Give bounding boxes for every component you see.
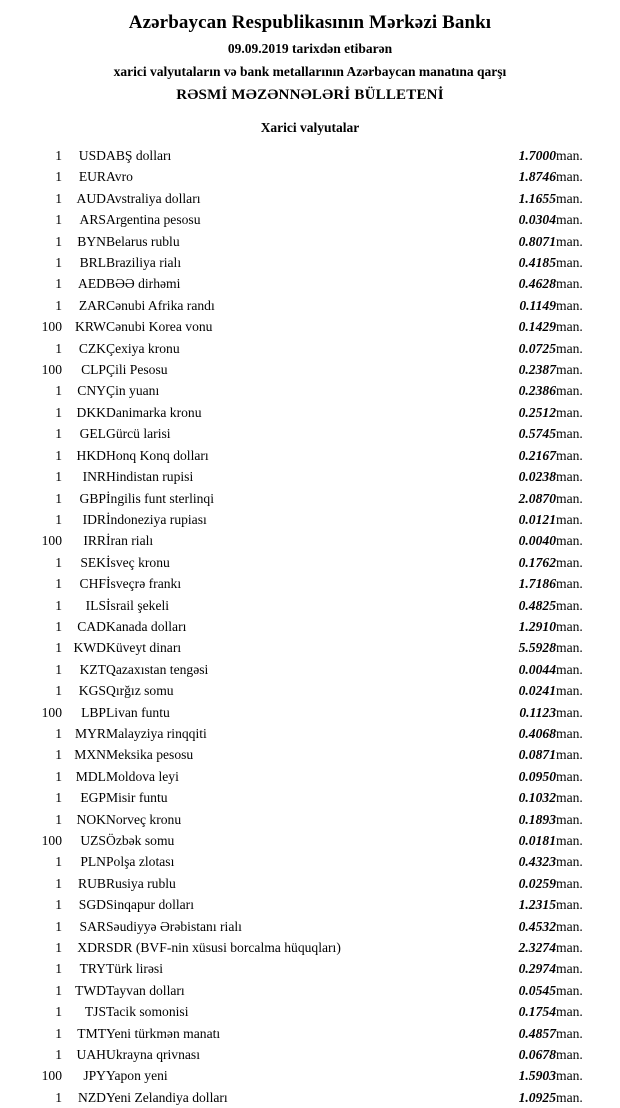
currency-code: KRW: [75, 319, 106, 335]
currency-code: NZD: [78, 1089, 106, 1105]
currency-units: 1: [55, 854, 62, 870]
currency-unit-label: man.: [556, 169, 583, 185]
currency-units: 1: [55, 404, 62, 420]
currency-rate: 0.4825: [518, 597, 556, 613]
currency-name: Yeni Zelandiya dolları: [106, 1089, 228, 1105]
currency-unit-label: man.: [556, 1089, 583, 1105]
currency-name: Kanada dolları: [106, 618, 187, 634]
table-row: [20, 809, 600, 830]
table-row: [20, 616, 600, 637]
currency-units: 1: [55, 469, 62, 485]
table-row: [20, 916, 600, 937]
currency-name: Türk lirəsi: [106, 961, 164, 977]
currency-code: HKD: [76, 447, 106, 463]
currency-rate: 0.1123: [519, 704, 556, 720]
currency-units: 1: [55, 982, 62, 998]
table-row: [20, 766, 600, 787]
table-row: [20, 659, 600, 680]
currency-name: Ukrayna qrivnası: [106, 1047, 200, 1063]
table-row: [20, 209, 600, 230]
currency-name: Qırğız somu: [106, 683, 174, 699]
currency-units: 1: [55, 790, 62, 806]
currency-name: ABŞ dolları: [106, 148, 172, 163]
table-row: [20, 680, 600, 701]
currency-code: IDR: [82, 511, 106, 527]
currency-units: 1: [55, 447, 62, 463]
currency-unit-label: man.: [556, 404, 583, 420]
currency-units: 1: [55, 1025, 62, 1041]
table-row: [20, 231, 600, 252]
currency-units: 1: [55, 683, 62, 699]
currency-unit-label: man.: [556, 854, 583, 870]
currency-name: Meksika pesosu: [106, 747, 194, 763]
currency-code: SEK: [80, 554, 106, 570]
currency-units: 1: [55, 490, 62, 506]
currency-name: Gürcü larisi: [106, 426, 171, 442]
currency-units: 1: [55, 1047, 62, 1063]
currency-units: 1: [55, 190, 62, 206]
table-row: [20, 338, 600, 359]
currency-code: EGP: [80, 790, 106, 806]
table-row: [20, 980, 600, 1001]
table-row: [20, 1023, 600, 1044]
currency-units: 1: [55, 725, 62, 741]
currency-name: Hindistan rupisi: [106, 469, 194, 485]
currency-code: UZS: [80, 833, 106, 848]
currency-name: Çili Pesosu: [106, 362, 168, 378]
currency-units: 100: [41, 704, 62, 720]
currency-rate: 0.0121: [518, 511, 556, 527]
currency-name: İran rialı: [106, 533, 154, 549]
currency-code: TMT: [77, 1025, 106, 1041]
currency-unit-label: man.: [556, 319, 583, 335]
currency-units: 1: [55, 768, 62, 784]
currency-rate: 0.1149: [519, 297, 556, 313]
currency-rate: 0.0725: [518, 340, 556, 356]
currency-code: TJS: [84, 1004, 106, 1020]
effective-date-line: [20, 41, 600, 57]
table-row: [20, 359, 600, 380]
document-header: [20, 12, 600, 104]
currency-code: LBP: [81, 704, 106, 720]
currency-name: Belarus rublu: [106, 233, 180, 249]
currency-units: 1: [55, 811, 62, 827]
currency-rate: 0.0040: [518, 533, 556, 549]
currency-name: Honq Konq dolları: [106, 447, 209, 463]
currency-unit-label: man.: [556, 297, 583, 313]
currency-unit-label: man.: [556, 1068, 583, 1084]
currency-unit-label: man.: [556, 811, 583, 827]
currency-unit-label: man.: [556, 790, 583, 806]
currency-units: 1: [55, 212, 62, 228]
currency-units: 1: [55, 340, 62, 356]
currency-unit-label: man.: [556, 469, 583, 485]
currency-code: CAD: [77, 618, 106, 634]
currency-units: 1: [55, 661, 62, 677]
currency-rate: 0.1762: [518, 554, 556, 570]
document-title: RƏSMİ MƏZƏNNƏLƏRİ BÜLLETENİ: [176, 87, 444, 103]
currency-name: Özbək somu: [106, 833, 175, 848]
currency-unit-label: man.: [556, 982, 583, 998]
currency-code: BYN: [77, 233, 106, 249]
currency-name: Yapon yeni: [106, 1068, 168, 1084]
currency-code: UAH: [76, 1047, 106, 1063]
table-row: [20, 723, 600, 744]
currency-units: 100: [41, 1068, 62, 1084]
currency-code: MXN: [74, 747, 106, 763]
currency-code: XDR: [77, 940, 106, 956]
table-row: [20, 552, 600, 573]
currency-name: İngilis funt sterlinqi: [106, 490, 214, 506]
currency-name: İndoneziya rupiası: [106, 511, 207, 527]
currency-name: İsrail şekeli: [106, 597, 170, 613]
currency-code: DKK: [76, 404, 106, 420]
currency-unit-label: man.: [556, 768, 583, 784]
currency-rate: 0.4532: [518, 918, 556, 934]
currency-name: Çexiya kronu: [106, 340, 180, 356]
currency-units: 1: [55, 276, 62, 292]
currency-unit-label: man.: [556, 426, 583, 442]
currency-name: Avstraliya dolları: [106, 190, 201, 206]
table-row: [20, 958, 600, 979]
currency-code: SGD: [78, 897, 106, 913]
currency-rate: 0.4857: [518, 1025, 556, 1041]
table-row: [20, 445, 600, 466]
currency-unit-label: man.: [556, 490, 583, 506]
currency-unit-label: man.: [556, 255, 583, 271]
currency-unit-label: man.: [556, 661, 583, 677]
currency-unit-label: man.: [556, 940, 583, 956]
exchange-rates-body: [20, 145, 600, 1108]
currency-code: ZAR: [78, 297, 106, 313]
currency-code: NOK: [76, 811, 106, 827]
table-row: [20, 166, 600, 187]
currency-units: 1: [55, 597, 62, 613]
table-row: [20, 830, 600, 851]
table-row: [20, 595, 600, 616]
currency-unit-label: man.: [556, 1004, 583, 1020]
currency-rate: 0.1754: [518, 1004, 556, 1020]
currency-rate: 1.1655: [518, 190, 556, 206]
currency-code: KZT: [79, 661, 106, 677]
currency-units: 1: [55, 576, 62, 592]
currency-rate: 0.4628: [518, 276, 556, 292]
currency-code: ARS: [79, 212, 106, 228]
table-row: [20, 873, 600, 894]
currency-units: 1: [55, 554, 62, 570]
currency-name: Qazaxıstan tengəsi: [106, 661, 209, 677]
currency-rate: 1.2910: [518, 618, 556, 634]
currency-unit-label: man.: [556, 918, 583, 934]
table-row: [20, 273, 600, 294]
table-row: [20, 702, 600, 723]
currency-unit-label: man.: [556, 704, 583, 720]
currency-code: JPY: [83, 1068, 106, 1084]
currency-code: GEL: [79, 426, 106, 442]
currency-rate: 0.8071: [518, 233, 556, 249]
currency-rate: 1.7186: [518, 576, 556, 592]
currency-rate: 0.2167: [518, 447, 556, 463]
currency-rate: 1.5903: [518, 1068, 556, 1084]
currency-rate: 0.5745: [518, 426, 556, 442]
currency-rate: 0.2386: [518, 383, 556, 399]
currency-rate: 0.2512: [518, 404, 556, 420]
currency-code: CHF: [79, 576, 106, 592]
currency-units: 1: [55, 961, 62, 977]
currency-name: Tayvan dolları: [106, 982, 185, 998]
table-row: [20, 295, 600, 316]
currency-units: 1: [55, 148, 62, 163]
table-row: [20, 894, 600, 915]
currency-name: Braziliya rialı: [106, 255, 182, 271]
table-row: [20, 937, 600, 958]
currency-unit-label: man.: [556, 233, 583, 249]
currency-name: Çin yuanı: [106, 383, 160, 399]
currency-name: Yeni türkmən manatı: [106, 1025, 221, 1041]
currency-code: RUB: [78, 875, 106, 891]
currency-rate: 0.0545: [518, 982, 556, 998]
table-row: [20, 316, 600, 337]
currency-code: EUR: [78, 169, 106, 185]
currency-name: İsveçrə frankı: [106, 576, 182, 592]
table-row: [20, 466, 600, 487]
table-row: [20, 402, 600, 423]
currency-unit-label: man.: [556, 554, 583, 570]
currency-rate: 2.0870: [518, 490, 556, 506]
currency-units: 1: [55, 618, 62, 634]
currency-rate: 0.2974: [518, 961, 556, 977]
currency-name: Danimarka kronu: [106, 404, 202, 420]
currency-rate: 0.4068: [518, 725, 556, 741]
currency-unit-label: man.: [556, 212, 583, 228]
currency-rate: 0.0181: [518, 833, 556, 848]
exchange-rates-table: [20, 145, 600, 1108]
currency-unit-label: man.: [556, 533, 583, 549]
currency-name: SDR (BVF-nin xüsusi borcalma hüquqları): [106, 940, 341, 956]
currency-unit-label: man.: [556, 148, 583, 163]
table-row: [20, 637, 600, 658]
currency-units: 1: [55, 169, 62, 185]
currency-units: 100: [41, 362, 62, 378]
currency-code: GBP: [79, 490, 106, 506]
currency-code: CLP: [81, 362, 106, 378]
currency-units: 1: [55, 255, 62, 271]
currency-rate: 0.0238: [518, 469, 556, 485]
currency-unit-label: man.: [556, 833, 583, 848]
currency-unit-label: man.: [556, 961, 583, 977]
currency-name: Tacik somonisi: [106, 1004, 189, 1020]
currency-code: CNY: [77, 383, 106, 399]
currency-name: Polşa zlotası: [106, 854, 175, 870]
currency-units: 1: [55, 747, 62, 763]
table-row: [20, 188, 600, 209]
currency-unit-label: man.: [556, 383, 583, 399]
currency-name: Misir funtu: [106, 790, 168, 806]
currency-units: 1: [55, 875, 62, 891]
currency-code: USD: [78, 148, 106, 163]
currency-rate: 1.2315: [518, 897, 556, 913]
currency-rate: 1.8746: [518, 169, 556, 185]
currency-unit-label: man.: [556, 683, 583, 699]
currency-rate: 0.0259: [518, 875, 556, 891]
currency-code: TWD: [75, 982, 106, 998]
currency-code: SAR: [79, 918, 106, 934]
currency-rate: 0.1032: [518, 790, 556, 806]
currency-code: INR: [82, 469, 106, 485]
currency-units: 1: [55, 640, 62, 656]
currency-rate: 0.4185: [518, 255, 556, 271]
currency-rate: 2.3274: [518, 940, 556, 956]
currency-units: 1: [55, 383, 62, 399]
currency-name: Livan funtu: [106, 704, 170, 720]
currency-code: PLN: [80, 854, 106, 870]
currency-units: 100: [41, 319, 62, 335]
currency-units: 1: [55, 426, 62, 442]
currency-rate: 0.1429: [518, 319, 556, 335]
currency-units: 1: [55, 233, 62, 249]
effective-date-suffix: tarixdən etibarən: [292, 41, 393, 56]
currency-name: İsveç kronu: [106, 554, 170, 570]
currency-name: Avro: [106, 169, 133, 185]
currency-unit-label: man.: [556, 1047, 583, 1063]
currency-code: AED: [78, 276, 106, 292]
table-row: [20, 509, 600, 530]
currency-rate: 0.0950: [518, 768, 556, 784]
table-row: [20, 488, 600, 509]
currency-unit-label: man.: [556, 897, 583, 913]
currency-rate: 0.0678: [518, 1047, 556, 1063]
currency-rate: 5.5928: [518, 640, 556, 656]
currency-name: Moldova leyi: [106, 768, 179, 784]
currency-name: Səudiyyə Ərəbistanı rialı: [106, 918, 242, 934]
currency-unit-label: man.: [556, 276, 583, 292]
currency-rate: 0.4323: [518, 854, 556, 870]
currency-name: Sinqapur dolları: [106, 897, 194, 913]
table-row: [20, 744, 600, 765]
currency-units: 100: [41, 533, 62, 549]
currency-units: 100: [41, 833, 62, 848]
table-row: [20, 380, 600, 401]
table-row: [20, 423, 600, 444]
currency-name: Argentina pesosu: [106, 212, 201, 228]
section-title-foreign-currencies: Xarici valyutalar: [260, 120, 360, 135]
currency-units: 1: [55, 918, 62, 934]
currency-unit-label: man.: [556, 1025, 583, 1041]
currency-units: 1: [55, 1089, 62, 1105]
currency-code: AUD: [76, 190, 106, 206]
currency-code: MDL: [75, 768, 106, 784]
effective-date: 09.09.2019: [227, 41, 289, 56]
currency-unit-label: man.: [556, 190, 583, 206]
table-row: [20, 145, 600, 166]
currency-code: ILS: [85, 597, 106, 613]
currency-name: Rusiya rublu: [106, 875, 176, 891]
table-row: [20, 1065, 600, 1086]
currency-code: KGS: [78, 683, 106, 699]
currency-units: 1: [55, 511, 62, 527]
currency-units: 1: [55, 897, 62, 913]
currency-unit-label: man.: [556, 576, 583, 592]
currency-unit-label: man.: [556, 597, 583, 613]
currency-name: Norveç kronu: [106, 811, 182, 827]
table-row: [20, 573, 600, 594]
currency-name: Küveyt dinarı: [106, 640, 182, 656]
currency-rate: 0.0044: [518, 661, 556, 677]
table-row: [20, 851, 600, 872]
table-row: [20, 252, 600, 273]
table-row: [20, 1001, 600, 1022]
currency-name: BƏƏ dirhəmi: [106, 276, 181, 292]
currency-units: 1: [55, 1004, 62, 1020]
currency-name: Cənubi Afrika randı: [106, 297, 215, 313]
currency-unit-label: man.: [556, 747, 583, 763]
currency-rate: 1.0925: [518, 1089, 556, 1105]
table-row: [20, 530, 600, 551]
currency-units: 1: [55, 940, 62, 956]
currency-rate: 0.1893: [518, 811, 556, 827]
currency-unit-label: man.: [556, 875, 583, 891]
currency-unit-label: man.: [556, 511, 583, 527]
table-row: [20, 787, 600, 808]
currency-code: BRL: [79, 255, 106, 271]
currency-unit-label: man.: [556, 362, 583, 378]
currency-rate: 0.0871: [518, 747, 556, 763]
currency-unit-label: man.: [556, 640, 583, 656]
currency-rate: 0.0304: [518, 212, 556, 228]
currency-rate: 0.0241: [518, 683, 556, 699]
currency-unit-label: man.: [556, 725, 583, 741]
currency-name: Cənubi Korea vonu: [106, 319, 213, 335]
currency-name: Malayziya rinqqiti: [106, 725, 207, 741]
currency-units: 1: [55, 297, 62, 313]
document-subtitle: xarici valyutaların və bank metallarının Azərbaycan manatına qarşı: [113, 64, 507, 79]
currency-code: MYR: [75, 725, 106, 741]
currency-rate: 1.7000: [518, 148, 556, 163]
currency-unit-label: man.: [556, 447, 583, 463]
currency-code: TRY: [79, 961, 106, 977]
currency-code: KWD: [73, 640, 106, 656]
table-row: [20, 1087, 600, 1108]
currency-unit-label: man.: [556, 340, 583, 356]
currency-code: CZK: [78, 340, 106, 356]
bank-name: Azərbaycan Respublikasının Mərkəzi Bankı: [128, 12, 492, 33]
currency-rate: 0.2387: [518, 362, 556, 378]
currency-code: IRR: [83, 533, 106, 549]
currency-unit-label: man.: [556, 618, 583, 634]
table-row: [20, 1044, 600, 1065]
